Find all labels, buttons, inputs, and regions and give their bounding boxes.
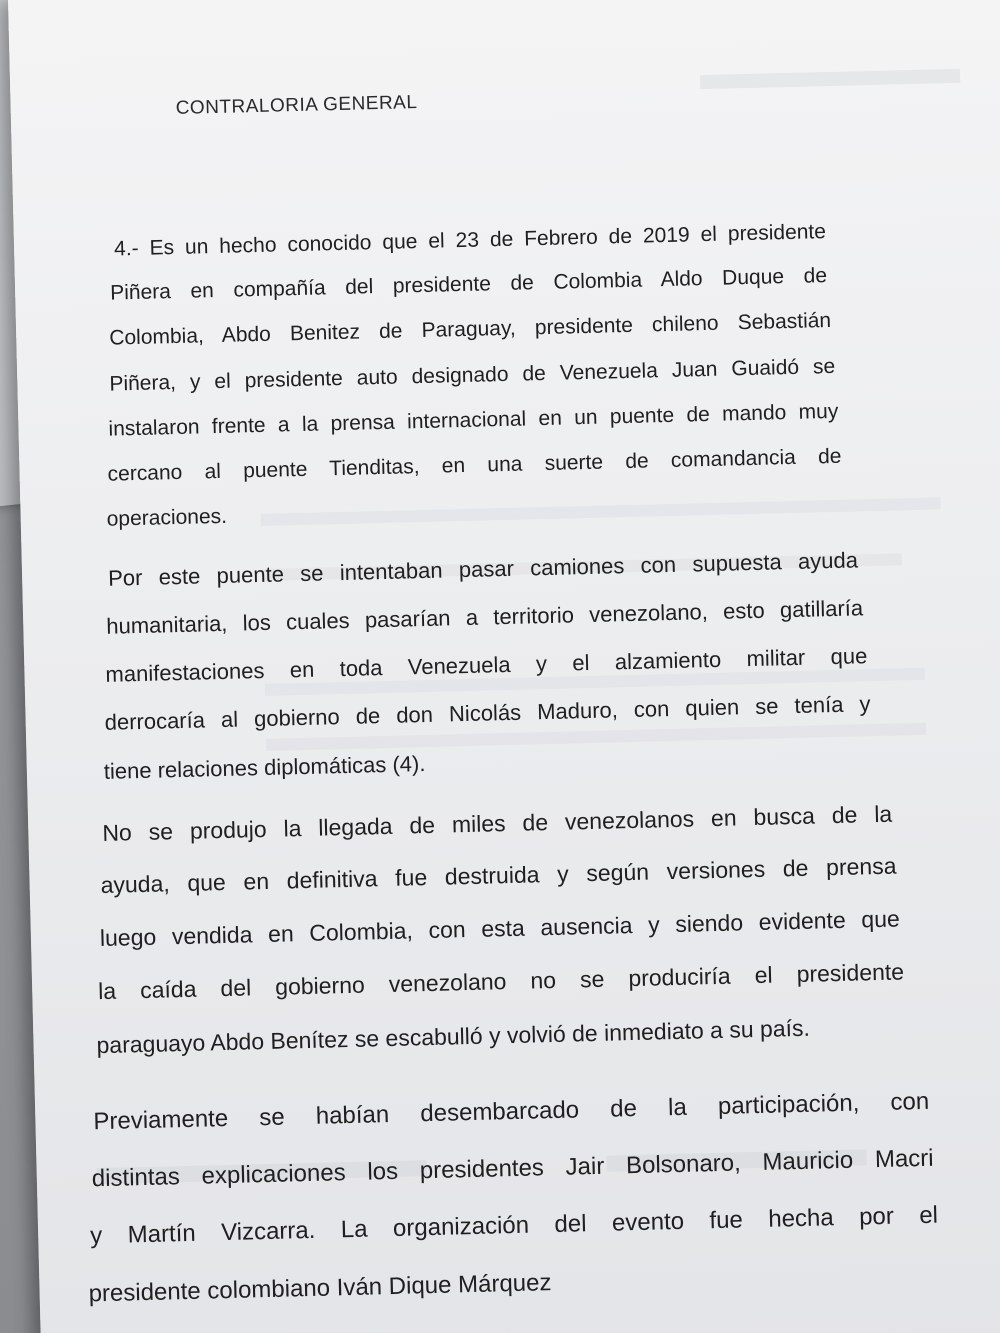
paragraph-line: ayuda, que en definitiva fue destruida y según versiones de prensa — [100, 852, 897, 898]
document-header: CONTRALORIA GENERAL — [175, 92, 418, 119]
paragraph-line: la caída del gobierno venezolano no se produciría el presidente — [97, 958, 905, 1005]
paragraph-line: distintas explicaciones los presidentes Jair Bolsonaro, Mauricio Macri — [91, 1144, 934, 1193]
paragraph-line: operaciones. — [106, 504, 228, 531]
paragraph-line: Piñera en compañía del presidente de Colombia Aldo Duque de — [109, 264, 828, 305]
paragraph-line: Piñera, y el presidente auto designado de Venezuela Juan Guaidó se — [109, 354, 836, 396]
paragraph-line: y Martín Vizcarra. La organización del evento fue hecha por el — [89, 1201, 939, 1250]
paragraph-line: cercano al puente Tienditas, en una suerte de comandancia de — [107, 444, 842, 486]
paragraph-line: paraguayo Abdo Benítez se escabulló y volvió de inmediato a su país. — [96, 1014, 811, 1059]
paragraph-line: tiene relaciones diplomáticas (4). — [103, 751, 426, 784]
paragraph-line: Colombia, Abdo Benitez de Paraguay, presidente chileno Sebastián — [109, 308, 832, 350]
paragraph-line: Previamente se habían desembarcado de la participación, con — [93, 1087, 930, 1136]
paragraph-line: presidente colombiano Iván Dique Márquez — [88, 1269, 552, 1308]
paragraph-line: luego vendida en Colombia, con esta ausencia y siendo evidente que — [99, 905, 901, 952]
paragraph-line: derrocaría al gobierno de don Nicolás Maduro, con quien se tenía y — [104, 691, 871, 735]
paragraph-line: manifestaciones en toda Venezuela y el alzamiento militar que — [105, 643, 868, 687]
paragraph-line: 4.- Es un hecho conocido que el 23 de Febrero de 2019 el presidente — [113, 220, 827, 261]
paragraph-line: instalaron frente a la prensa internacional en un puente de mando muy — [108, 399, 839, 441]
document-page — [8, 0, 1000, 1333]
paragraph-line: No se produjo la llegada de miles de venezolanos en busca de la — [102, 800, 893, 846]
paragraph-line: humanitaria, los cuales pasarían a territorio venezolano, esto gatillaría — [106, 595, 864, 639]
paragraph-line: Por este puente se intentaban pasar camiones con supuesta ayuda — [107, 547, 859, 591]
